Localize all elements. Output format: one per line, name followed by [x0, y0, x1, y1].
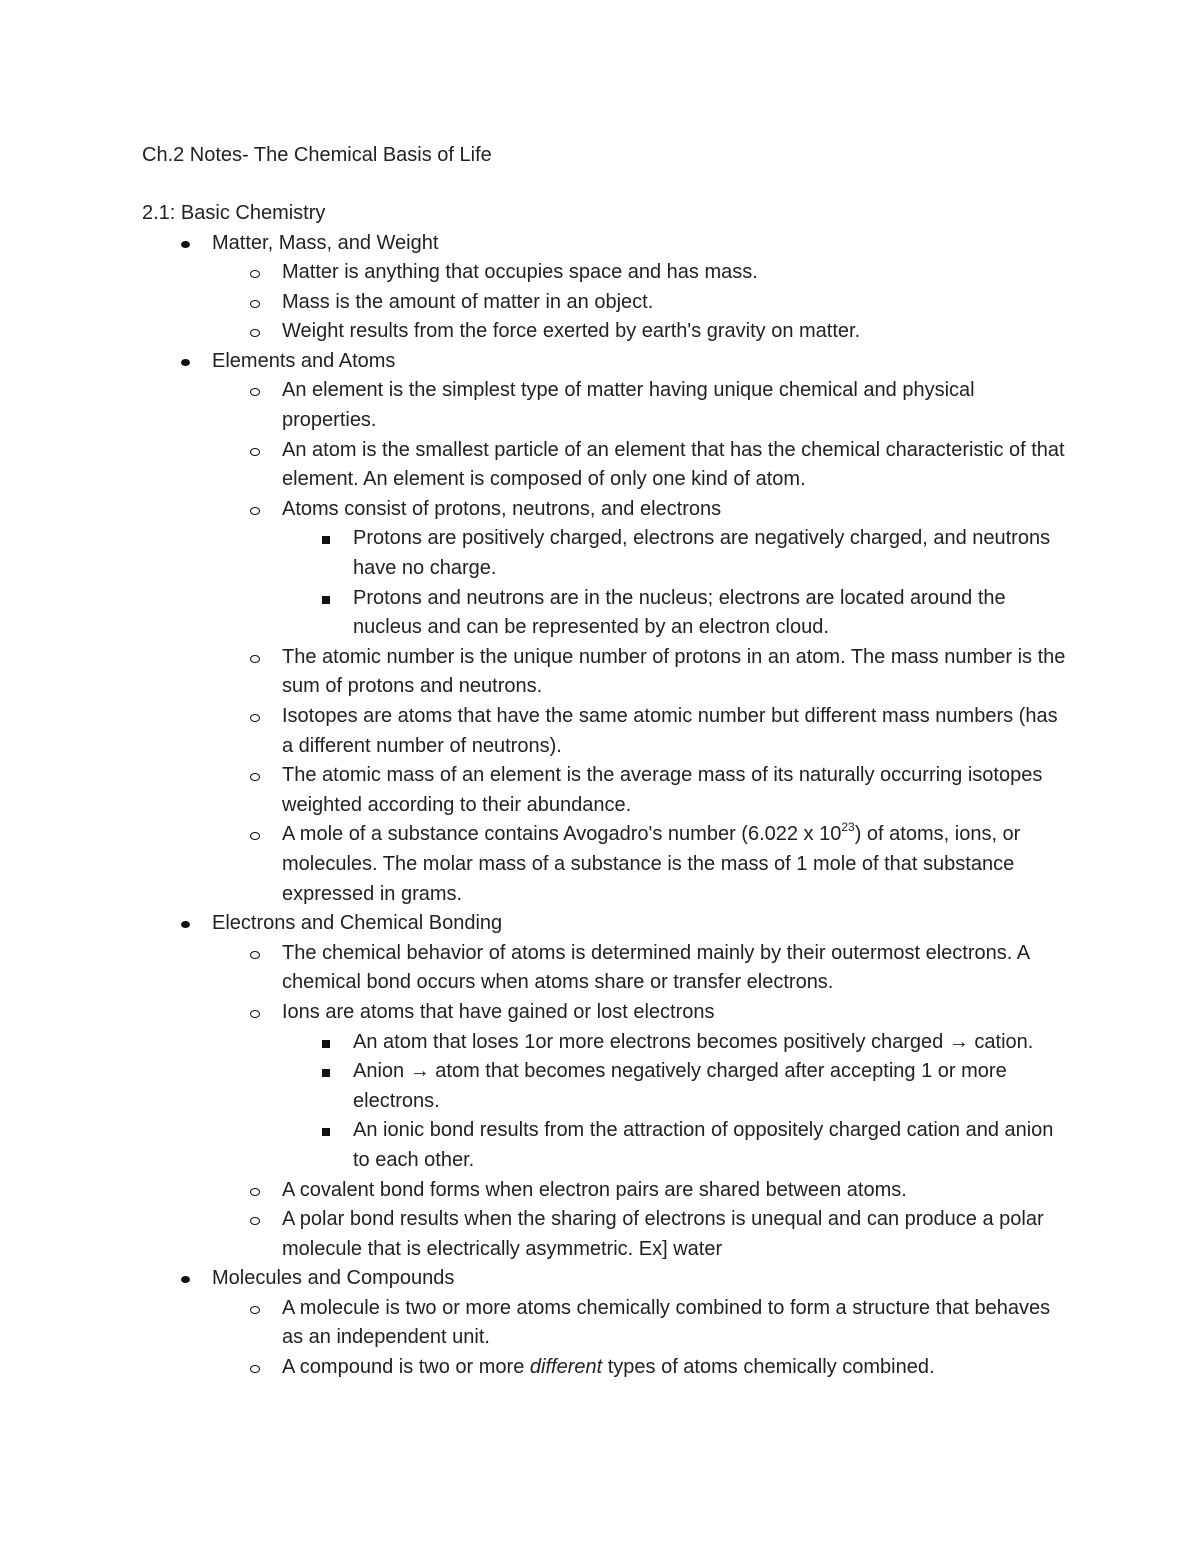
hollow-bullet-icon	[250, 773, 260, 781]
emphasis-text: different	[529, 1356, 603, 1379]
note-text: An atom that loses 1or more electrons becomes positively charged → cation.	[353, 1030, 1034, 1053]
note-text: Mass is the amount of matter in an object.	[282, 290, 654, 313]
topic-list	[142, 229, 1072, 1383]
list-item	[142, 1294, 1072, 1353]
hollow-bullet-icon	[250, 1188, 260, 1196]
list-item	[142, 643, 1072, 702]
list-item	[142, 288, 1072, 318]
mole-text-end: ) of atoms, ions, or molecules. The molar mass of a substance is the mass of 1 mole of that substance expressed in grams.	[282, 823, 1021, 905]
topic-heading: Molecules and Compounds	[212, 1267, 455, 1290]
square-bullet-icon	[322, 596, 330, 604]
note-text: The chemical behavior of atoms is determined mainly by their outermost electrons. A chemical bond occurs when atoms share or transfer electrons.	[282, 941, 1030, 994]
list-item	[142, 584, 1072, 643]
list-item	[142, 998, 1072, 1028]
square-bullet-icon	[322, 1069, 330, 1077]
list-item	[142, 939, 1072, 998]
note-text: An atom is the smallest particle of an element that has the chemical characteristic of that element. An element is composed of only one kind of atom.	[282, 438, 1065, 491]
filled-bullet-icon	[181, 359, 190, 366]
square-bullet-icon	[322, 1040, 330, 1048]
note-text: An ionic bond results from the attraction of oppositely charged cation and anion to each other.	[353, 1119, 1054, 1171]
page-title: Ch.2 Notes- The Chemical Basis of Life	[142, 144, 492, 166]
list-item	[142, 702, 1072, 761]
hollow-bullet-icon	[250, 714, 260, 722]
note-text: The atomic number is the unique number of protons in an atom. The mass number is the sum of protons and neutrons.	[282, 645, 1066, 698]
hollow-bullet-icon	[250, 655, 260, 663]
note-text	[282, 819, 1021, 905]
filled-bullet-icon	[181, 241, 190, 248]
hollow-bullet-icon	[250, 300, 260, 308]
list-item	[142, 1205, 1072, 1264]
hollow-bullet-icon	[250, 1010, 260, 1018]
hollow-bullet-icon	[250, 388, 260, 396]
note-text: A covalent bond forms when electron pairs are shared between atoms.	[282, 1178, 907, 1201]
note-text: Protons are positively charged, electrons are negatively charged, and neutrons have no charge.	[353, 527, 1051, 580]
square-bullet-icon	[322, 1128, 330, 1136]
list-item	[142, 761, 1072, 820]
hollow-bullet-icon	[250, 1306, 260, 1314]
list-item	[142, 524, 1072, 583]
hollow-bullet-icon	[250, 951, 260, 959]
note-text: Protons and neutrons are in the nucleus; electrons are located around the nucleus and can be represented by an electron cloud.	[353, 586, 1006, 639]
list-item	[142, 1353, 1072, 1383]
note-text: Anion → atom that becomes negatively charged after accepting 1 or more electrons.	[353, 1060, 1007, 1112]
document-page	[142, 140, 1072, 1383]
hollow-bullet-icon	[250, 1365, 260, 1373]
hollow-bullet-icon	[250, 270, 260, 278]
filled-bullet-icon	[181, 1276, 190, 1283]
square-bullet-icon	[322, 536, 330, 544]
hollow-bullet-icon	[250, 507, 260, 515]
note-text	[282, 1356, 935, 1378]
note-text: Weight results from the force exerted by earth's gravity on matter.	[282, 320, 861, 343]
note-text: Matter is anything that occupies space and has mass.	[282, 261, 758, 284]
topic-elements	[142, 347, 1072, 377]
compound-text-end: types of atoms chemically combined.	[602, 1356, 935, 1379]
topic-molecules	[142, 1264, 1072, 1294]
topic-heading: Elements and Atoms	[212, 349, 396, 372]
list-item	[142, 1028, 1072, 1058]
hollow-bullet-icon	[250, 448, 260, 456]
note-text: A polar bond results when the sharing of electrons is unequal and can produce a polar molecule that is electrically asymmetric. Ex] water	[282, 1208, 1044, 1260]
mole-text-start: A mole of a substance contains Avogadro's number (6.022 x 10	[282, 823, 842, 846]
hollow-bullet-icon	[250, 329, 260, 337]
note-text: Atoms consist of protons, neutrons, and electrons	[282, 497, 722, 520]
list-item	[142, 1057, 1072, 1116]
list-item	[142, 1176, 1072, 1206]
note-text: Ions are atoms that have gained or lost electrons	[282, 1000, 715, 1023]
note-text: The atomic mass of an element is the average mass of its naturally occurring isotopes weighted according to their abundance.	[282, 764, 1043, 816]
hollow-bullet-icon	[250, 1217, 260, 1225]
exponent: 23	[841, 819, 855, 834]
list-item	[142, 258, 1072, 288]
list-item	[142, 820, 1072, 909]
topic-matter	[142, 229, 1072, 259]
list-item	[142, 436, 1072, 495]
note-text: A molecule is two or more atoms chemically combined to form a structure that behaves as an independent unit.	[282, 1296, 1051, 1349]
section-heading: 2.1: Basic Chemistry	[142, 202, 326, 224]
topic-heading: Matter, Mass, and Weight	[212, 231, 439, 254]
hollow-bullet-icon	[250, 832, 260, 840]
note-text: An element is the simplest type of matter having unique chemical and physical properties.	[282, 379, 975, 432]
list-item	[142, 376, 1072, 435]
list-item	[142, 317, 1072, 347]
list-item	[142, 1116, 1072, 1175]
topic-heading: Electrons and Chemical Bonding	[212, 912, 503, 935]
compound-text-start: A compound is two or more	[282, 1356, 530, 1379]
filled-bullet-icon	[181, 921, 190, 928]
list-item	[142, 495, 1072, 525]
note-text: Isotopes are atoms that have the same atomic number but different mass numbers (has a different number of neutrons).	[282, 705, 1058, 757]
topic-bonding	[142, 909, 1072, 939]
